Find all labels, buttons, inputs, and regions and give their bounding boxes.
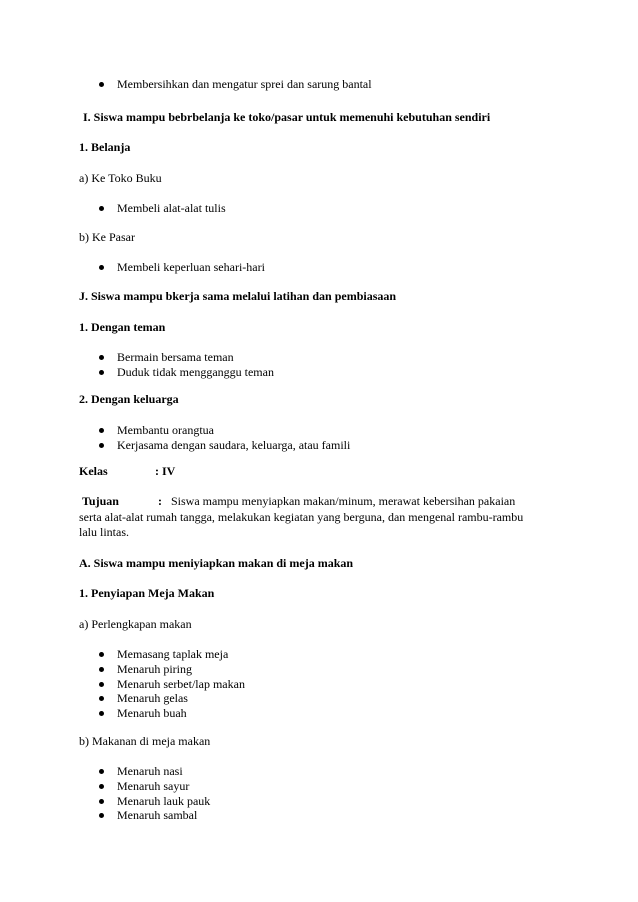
bullet-item: Menaruh serbet/lap makan xyxy=(117,677,245,691)
bullet-icon xyxy=(99,682,104,687)
list-item-makanan: b) Makanan di meja makan xyxy=(79,734,211,748)
bullet-item: Membeli keperluan sehari-hari xyxy=(117,260,265,274)
tujuan-label: Tujuan xyxy=(82,494,119,508)
bullet-item: Duduk tidak mengganggu teman xyxy=(117,365,274,379)
bullet-icon xyxy=(99,769,104,774)
bullet-item: Menaruh sambal xyxy=(117,808,198,822)
bullet-icon xyxy=(99,428,104,433)
list-item-perlengkapan: a) Perlengkapan makan xyxy=(79,617,192,631)
bullet-item: Menaruh buah xyxy=(117,706,187,720)
tujuan-text-line1: Siswa mampu menyiapkan makan/minum, merawat kebersihan pakaian xyxy=(171,494,516,508)
bullet-item: Membantu orangtua xyxy=(117,423,214,437)
section-heading-i: I. Siswa mampu bebrbelanja ke toko/pasar untuk memenuhi kebutuhan sendiri xyxy=(83,110,491,124)
subheading-penyiapan: 1. Penyiapan Meja Makan xyxy=(79,586,215,600)
bullet-icon xyxy=(99,667,104,672)
bullet-item: Memasang taplak meja xyxy=(117,647,229,661)
subheading-belanja: 1. Belanja xyxy=(79,140,131,154)
subheading-keluarga: 2. Dengan keluarga xyxy=(79,392,179,406)
subheading-teman: 1. Dengan teman xyxy=(79,320,166,334)
tujuan-text-line3: lalu lintas. xyxy=(79,525,129,539)
bullet-item: Menaruh nasi xyxy=(117,764,183,778)
bullet-icon xyxy=(99,206,104,211)
bullet-item: Menaruh piring xyxy=(117,662,192,676)
bullet-icon xyxy=(99,443,104,448)
bullet-item: Membersihkan dan mengatur sprei dan sarung bantal xyxy=(117,77,372,91)
bullet-icon xyxy=(99,784,104,789)
kelas-value: : IV xyxy=(155,464,176,478)
list-item-toko-buku: a) Ke Toko Buku xyxy=(79,171,162,185)
bullet-icon xyxy=(99,711,104,716)
bullet-item: Menaruh sayur xyxy=(117,779,190,793)
bullet-icon xyxy=(99,799,104,804)
bullet-icon xyxy=(99,82,104,87)
bullet-icon xyxy=(99,813,104,818)
bullet-item: Menaruh lauk pauk xyxy=(117,794,211,808)
bullet-icon xyxy=(99,696,104,701)
bullet-item: Membeli alat-alat tulis xyxy=(117,201,226,215)
kelas-label: Kelas xyxy=(79,464,108,478)
bullet-item: Kerjasama dengan saudara, keluarga, atau famili xyxy=(117,438,351,452)
tujuan-text-line2: serta alat-alat rumah tangga, melakukan kegiatan yang berguna, dan mengenal rambu-rambu xyxy=(79,510,524,524)
list-item-pasar: b) Ke Pasar xyxy=(79,230,135,244)
bullet-icon xyxy=(99,652,104,657)
bullet-item: Bermain bersama teman xyxy=(117,350,234,364)
section-heading-a: A. Siswa mampu meniyiapkan makan di meja makan xyxy=(79,556,354,570)
bullet-item: Menaruh gelas xyxy=(117,691,188,705)
section-heading-j: J. Siswa mampu bkerja sama melalui latihan dan pembiasaan xyxy=(79,289,397,303)
bullet-icon xyxy=(99,370,104,375)
bullet-icon xyxy=(99,265,104,270)
bullet-icon xyxy=(99,355,104,360)
tujuan-colon: : xyxy=(158,494,162,508)
